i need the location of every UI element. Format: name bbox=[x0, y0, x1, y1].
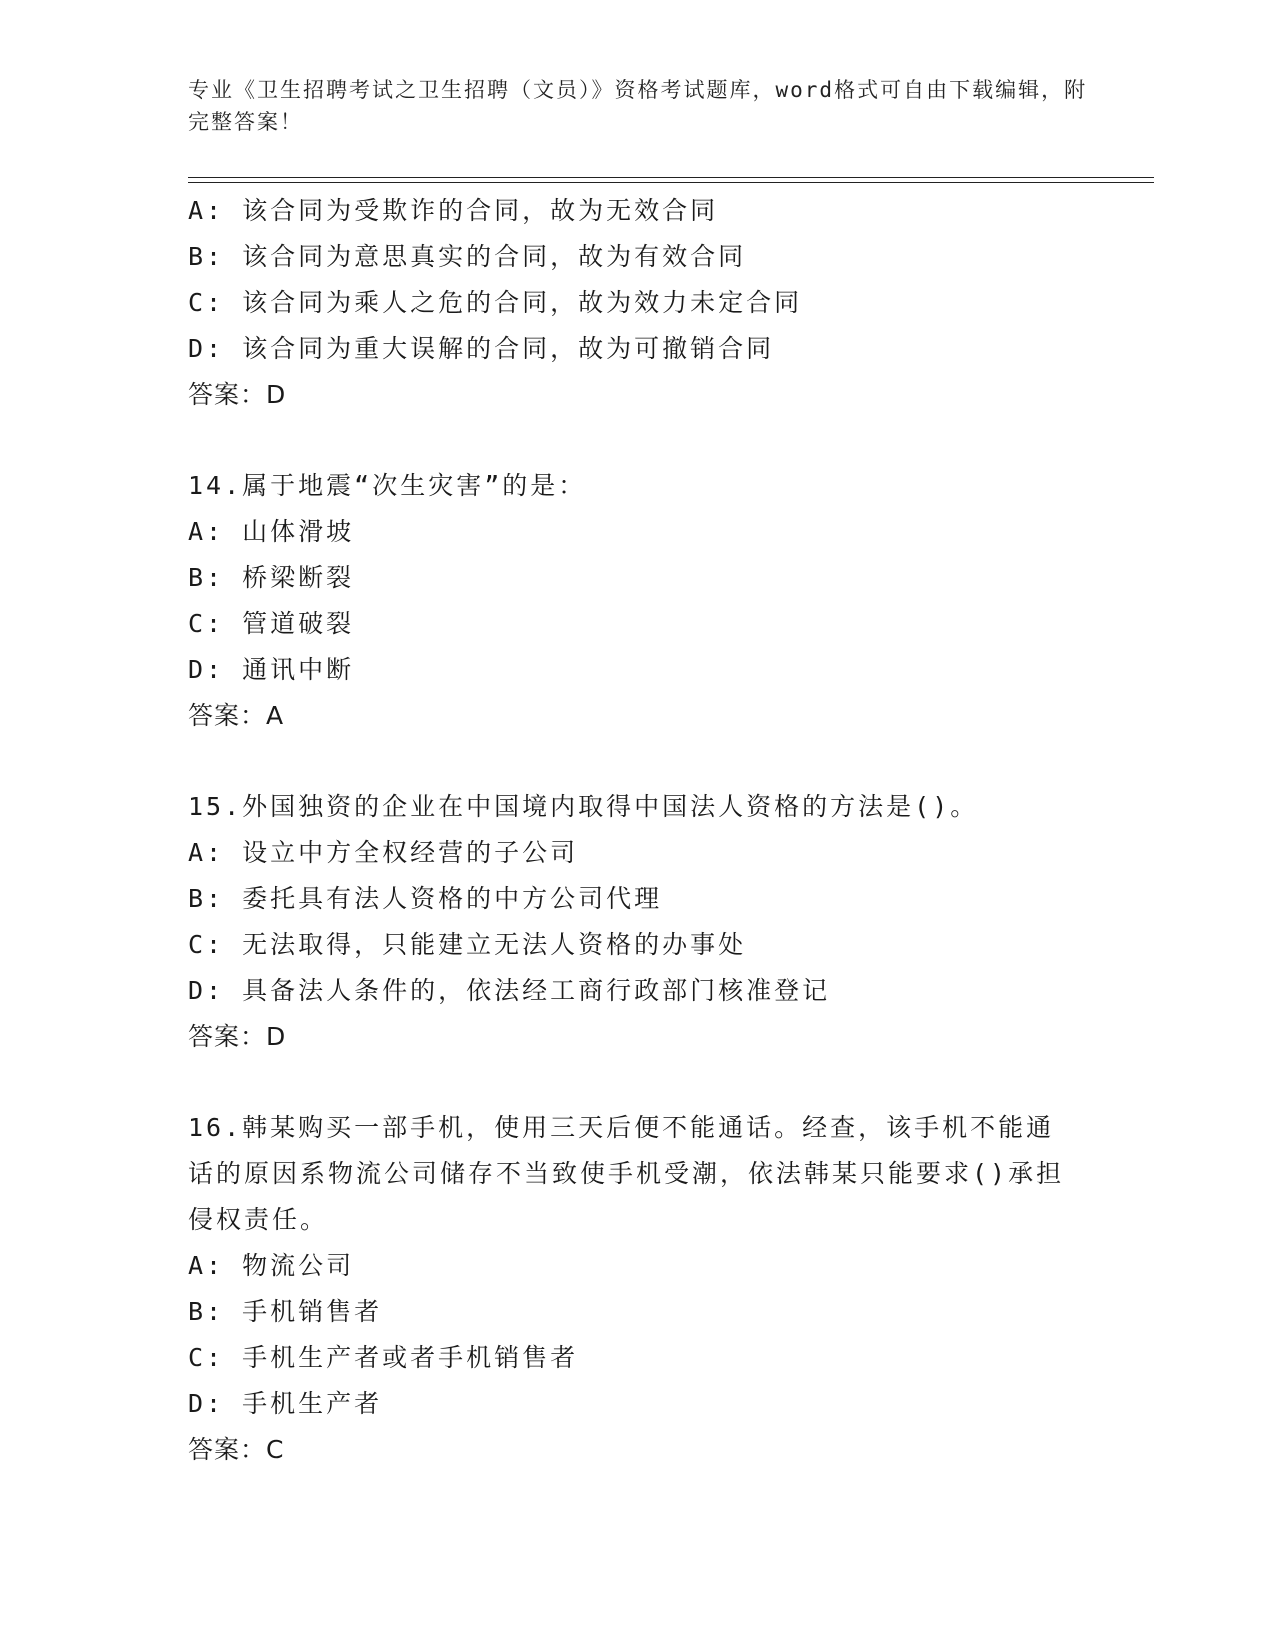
option-d: D: 具备法人条件的，依法经工商行政部门核准登记 bbox=[188, 976, 831, 1005]
answer-value: D bbox=[266, 380, 287, 409]
option-b: B: 该合同为意思真实的合同，故为有效合同 bbox=[188, 242, 747, 271]
option-a: A: 山体滑坡 bbox=[188, 517, 355, 546]
answer-value: A bbox=[266, 701, 285, 730]
option-d: D: 该合同为重大误解的合同，故为可撤销合同 bbox=[188, 334, 775, 363]
question-13-continued bbox=[188, 188, 1088, 418]
question-list bbox=[188, 188, 1088, 1473]
answer-label: 答案： bbox=[188, 701, 267, 730]
header-divider-bottom bbox=[188, 182, 1154, 183]
option-c: C: 无法取得，只能建立无法人资格的办事处 bbox=[188, 930, 747, 959]
document-header bbox=[188, 74, 1088, 138]
question-text: 15.外国独资的企业在中国境内取得中国法人资格的方法是()。 bbox=[188, 792, 979, 821]
answer-line bbox=[188, 1014, 1088, 1060]
question-15 bbox=[188, 784, 1088, 1060]
option-b: B: 委托具有法人资格的中方公司代理 bbox=[188, 884, 663, 913]
answer-line bbox=[188, 693, 1088, 739]
option-a: A: 该合同为受欺诈的合同，故为无效合同 bbox=[188, 196, 719, 225]
option-c: C: 管道破裂 bbox=[188, 609, 355, 638]
answer-value: C bbox=[266, 1435, 285, 1464]
question-text: 14.属于地震“次生灾害”的是： bbox=[188, 471, 587, 500]
question-16 bbox=[188, 1105, 1088, 1473]
answer-line bbox=[188, 372, 1088, 418]
question-spacer bbox=[188, 1060, 1088, 1105]
question-14 bbox=[188, 463, 1088, 739]
answer-line bbox=[188, 1427, 1088, 1473]
option-d: D: 手机生产者 bbox=[188, 1389, 383, 1418]
question-text: 16.韩某购买一部手机，使用三天后便不能通话。经查，该手机不能通话的原因系物流公司储存不当致使手机受潮，依法韩某只能要求()承担侵权责任。 bbox=[188, 1113, 1065, 1234]
header-divider-top bbox=[188, 177, 1154, 178]
option-b: B: 手机销售者 bbox=[188, 1297, 383, 1326]
answer-label: 答案： bbox=[188, 1022, 267, 1051]
header-text: 专业《卫生招聘考试之卫生招聘（文员）》资格考试题库，word格式可自由下载编辑，附完整答案！ bbox=[188, 78, 1088, 134]
question-spacer bbox=[188, 418, 1088, 463]
answer-value: D bbox=[266, 1022, 287, 1051]
answer-label: 答案： bbox=[188, 380, 267, 409]
option-c: C: 手机生产者或者手机销售者 bbox=[188, 1343, 579, 1372]
option-d: D: 通讯中断 bbox=[188, 655, 355, 684]
question-spacer bbox=[188, 739, 1088, 784]
option-a: A: 设立中方全权经营的子公司 bbox=[188, 838, 579, 867]
option-a: A: 物流公司 bbox=[188, 1251, 355, 1280]
answer-label: 答案： bbox=[188, 1435, 267, 1464]
option-c: C: 该合同为乘人之危的合同，故为效力未定合同 bbox=[188, 288, 803, 317]
option-b: B: 桥梁断裂 bbox=[188, 563, 355, 592]
